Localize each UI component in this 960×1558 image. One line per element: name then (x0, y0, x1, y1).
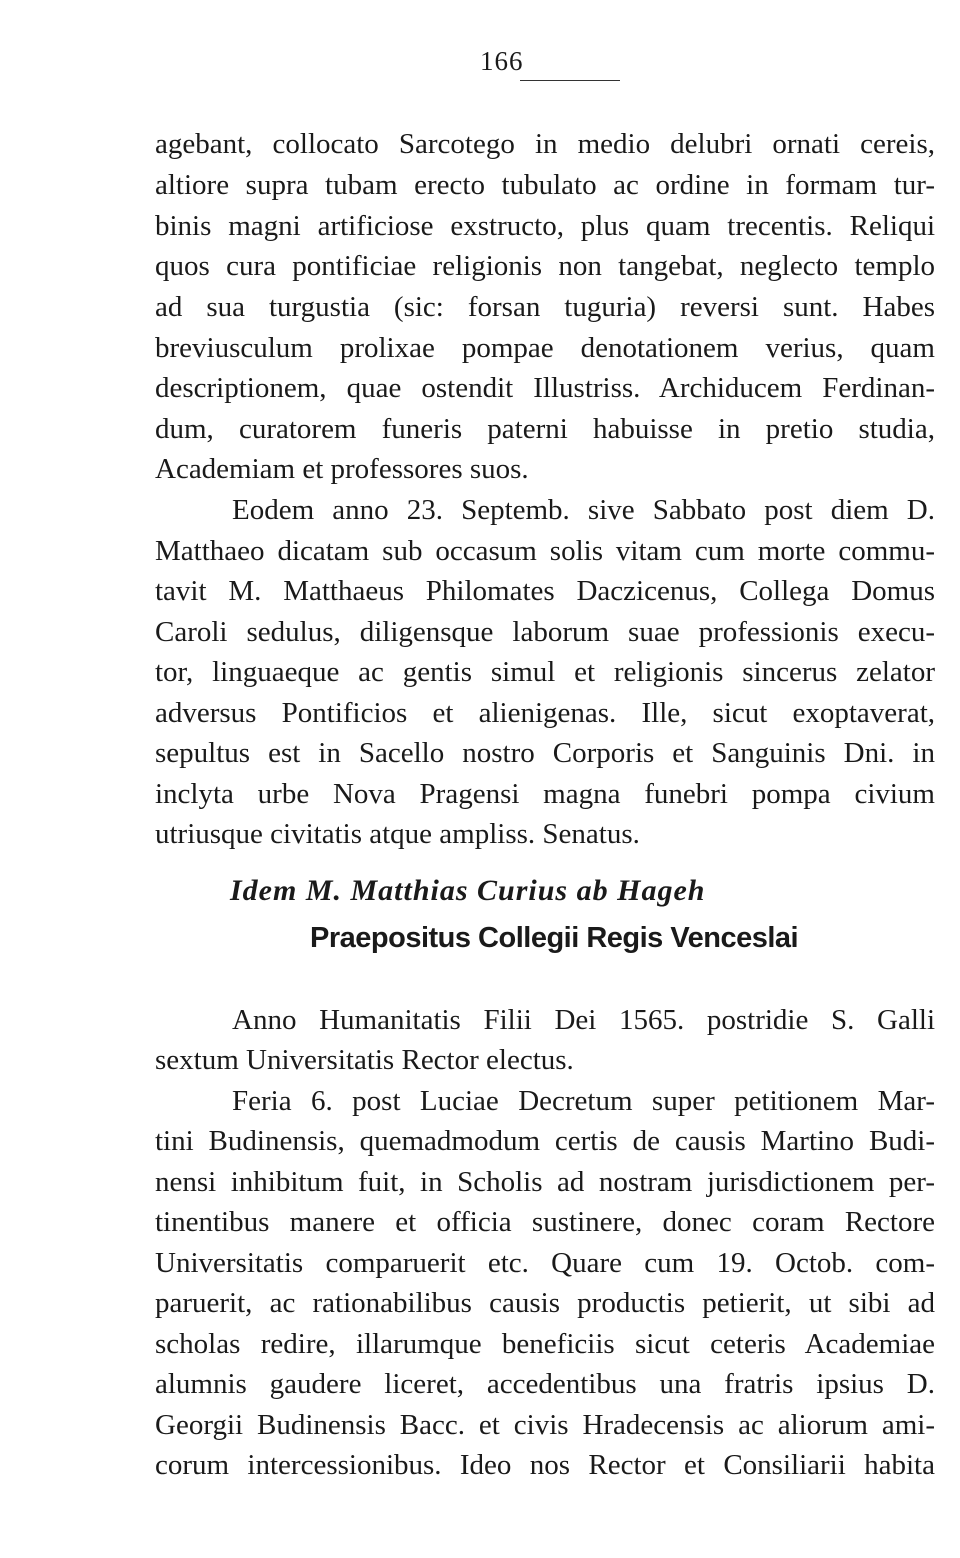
text-line: Matthaeo dicatam sub occasum solis vitam cum morte commu- (155, 535, 935, 567)
section-subheading: Praepositus Collegii Regis Venceslai (310, 922, 799, 954)
text-line: corum intercessionibus. Ideo nos Rector et Consiliarii habita (155, 1449, 935, 1481)
text-line: Universitatis comparuerit etc. Quare cum 19. Octob. com- (155, 1247, 935, 1279)
text-line: agebant, collocato Sarcotego in medio delubri ornati cereis, (155, 128, 935, 160)
text-line: Eodem anno 23. Septemb. sive Sabbato post diem D. (232, 494, 935, 526)
text-line: tini Budinensis, quemadmodum certis de causis Martino Budi- (155, 1125, 935, 1157)
text-line: nensi inhibitum fuit, in Scholis ad nostram jurisdictionem per- (155, 1166, 935, 1198)
text-line: alumnis gaudere liceret, accedentibus una fratris ipsius D. (155, 1368, 935, 1400)
text-line: breviusculum prolixae pompae denotationem verius, quam (155, 332, 935, 364)
text-line: Georgii Budinensis Bacc. et civis Hradecensis ac aliorum ami- (155, 1409, 935, 1441)
text-line: altiore supra tubam erecto tubulato ac ordine in formam tur- (155, 169, 935, 201)
text-line: descriptionem, quae ostendit Illustriss. Archiducem Ferdinan- (155, 372, 935, 404)
page-number: 166 (480, 46, 524, 76)
page-number-rule (520, 80, 620, 81)
text-line: adversus Pontificios et alienigenas. Ille, sicut exoptaverat, (155, 697, 935, 729)
text-line: utriusque civitatis atque ampliss. Senatus. (155, 818, 640, 850)
text-line: dum, curatorem funeris paterni habuisse in pretio studia, (155, 413, 935, 445)
text-line: sepultus est in Sacello nostro Corporis et Sanguinis Dni. in (155, 737, 935, 769)
text-line: inclyta urbe Nova Pragensi magna funebri pompa civium (155, 778, 935, 810)
text-line: paruerit, ac rationabilibus causis productis petierit, ut sibi ad (155, 1287, 935, 1319)
text-line: Feria 6. post Luciae Decretum super petitionem Mar- (232, 1085, 935, 1117)
text-line: ad sua turgustia (sic: forsan tuguria) reversi sunt. Habes (155, 291, 935, 323)
text-line: Caroli sedulus, diligensque laborum suae professionis execu- (155, 616, 935, 648)
text-line: tor, linguaeque ac gentis simul et religionis sincerus zelator (155, 656, 935, 688)
text-line: scholas redire, illarumque beneficiis sicut ceteris Academiae (155, 1328, 935, 1360)
text-line: quos cura pontificiae religionis non tangebat, neglecto templo (155, 250, 935, 282)
text-line: sextum Universitatis Rector electus. (155, 1044, 574, 1076)
text-line: binis magni artificiose exstructo, plus quam trecentis. Reliqui (155, 210, 935, 242)
section-heading: Idem M. Matthias Curius ab Hageh (230, 874, 706, 907)
text-line: Academiam et professores suos. (155, 453, 529, 485)
text-line: tinentibus manere et officia sustinere, donec coram Rectore (155, 1206, 935, 1238)
text-line: tavit M. Matthaeus Philomates Daczicenus, Collega Domus (155, 575, 935, 607)
text-line: Anno Humanitatis Filii Dei 1565. postridie S. Galli (232, 1004, 935, 1036)
